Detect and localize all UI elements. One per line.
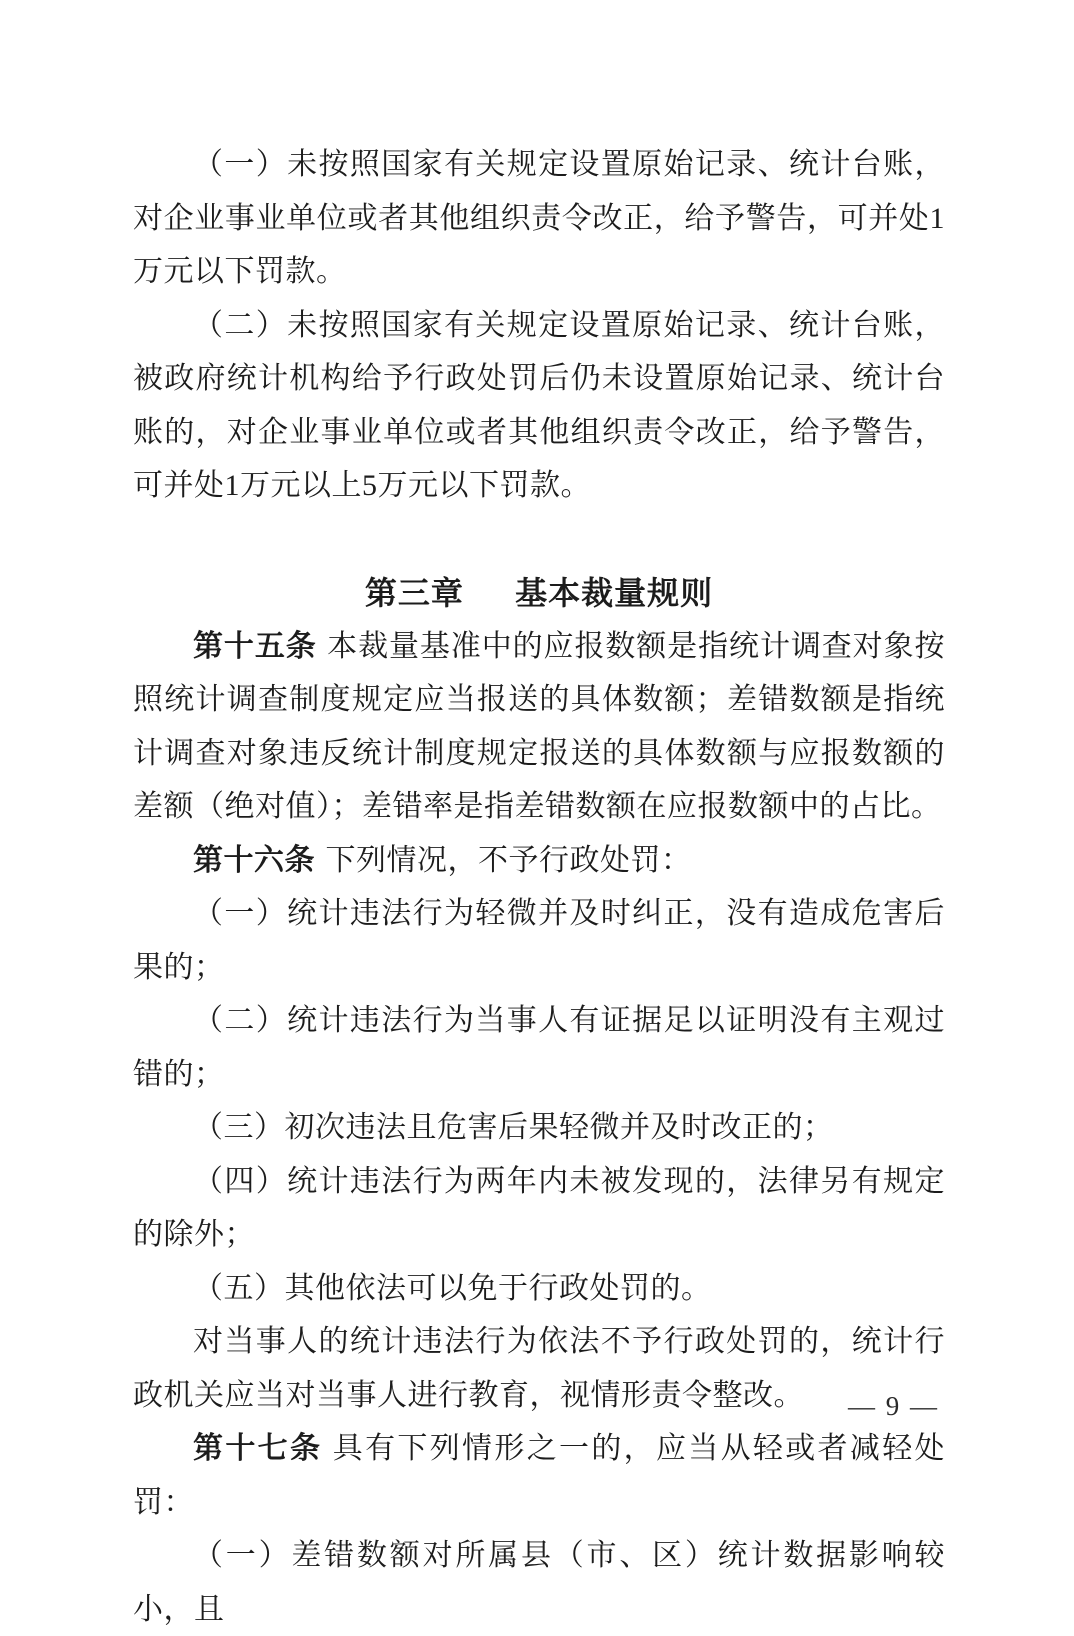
chapter-number: 第三章 xyxy=(364,574,464,611)
page-number: — 9 — xyxy=(848,1391,939,1421)
article-16-label: 第十六条 xyxy=(193,843,315,877)
list-item-17-1: （一）差错数额对所属县（市、区）统计数据影响较小，且 xyxy=(133,1539,945,1626)
paragraph-article-17 xyxy=(133,1422,945,1529)
list-item-16-5: （五）其他依法可以免于行政处罚的。 xyxy=(193,1271,712,1305)
paragraph-item-2: （二）未按照国家有关规定设置原始记录、统计台账，被政府统计机构给予行政处罚后仍未设置原始记录、统计台账的，对企业事业单位或者其他组织责令改正，给予警告，可并处1万元以上5万元以下罚款。 xyxy=(133,308,945,502)
paragraph-education: 对当事人的统计违法行为依法不予行政处罚的，统计行政机关应当对当事人进行教育，视情形责令整改。 xyxy=(133,1325,945,1412)
list-item-16-1: （一）统计违法行为轻微并及时纠正，没有造成危害后果的； xyxy=(133,897,945,984)
article-17-label: 第十七条 xyxy=(193,1432,323,1465)
list-item-16-4: （四）统计违法行为两年内未被发现的，法律另有规定的除外； xyxy=(133,1164,945,1251)
paragraph-article-16 xyxy=(133,834,945,888)
article-17-text: 具有下列情形之一的，应当从轻或者减轻处罚： xyxy=(133,1432,946,1519)
chapter-title: 基本裁量规则 xyxy=(515,574,714,611)
list-item-16-2: （二）统计违法行为当事人有证据足以证明没有主观过错的； xyxy=(133,1004,945,1091)
article-15-text: 本裁量基准中的应报数额是指统计调查对象按照统计调查制度规定应当报送的具体数额；差错数额是指统计调查对象违反统计制度规定报送的具体数额与应报数额的差额（绝对值）；差错率是指差错数额在应报数额中的占比。 xyxy=(133,629,946,823)
paragraph-item-1: （一）未按照国家有关规定设置原始记录、统计台账，对企业事业单位或者其他组织责令改正，给予警告，可并处1万元以下罚款。 xyxy=(133,148,945,288)
list-item-16-3: （三）初次违法且危害后果轻微并及时改正的； xyxy=(193,1111,834,1144)
document-body xyxy=(133,138,945,1636)
article-16-text: 下列情况，不予行政处罚： xyxy=(325,843,692,877)
article-15-label: 第十五条 xyxy=(193,629,317,663)
paragraph-article-15 xyxy=(133,620,945,834)
chapter-heading xyxy=(133,566,945,620)
